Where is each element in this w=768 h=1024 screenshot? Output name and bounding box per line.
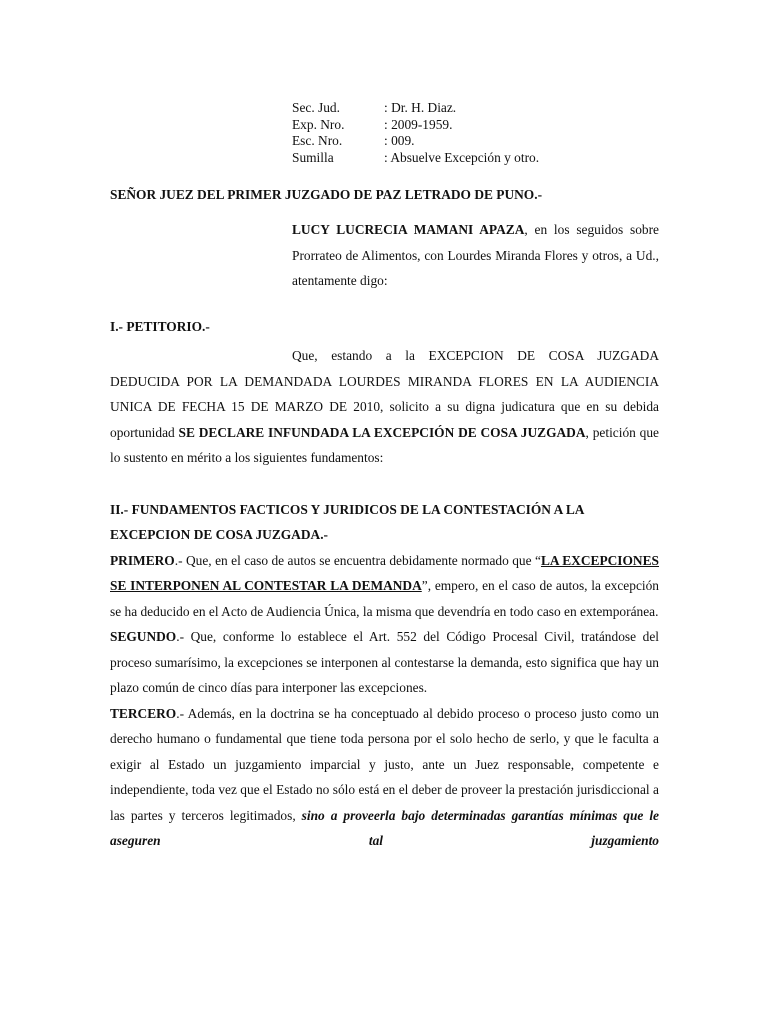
petitioner-name: LUCY LUCRECIA MAMANI APAZA	[292, 222, 525, 237]
petitorio-bold: SE DECLARE INFUNDADA LA EXCEPCIÓN DE COSA JUZGADA	[178, 424, 586, 440]
header-row-sec-jud	[292, 100, 612, 117]
primero-text-2: ”, empero, en el caso de autos, la excepción se ha deducido en el Acto de Audiencia Única, la misma que devendría en todo caso en extemporánea.	[110, 578, 659, 619]
tercero-paragraph	[110, 701, 659, 854]
segundo-label: SEGUNDO	[110, 629, 177, 644]
header-value: : Absuelve Excepción y otro.	[384, 149, 540, 165]
primero-paragraph	[110, 548, 659, 625]
header-value: : 2009-1959.	[384, 116, 453, 132]
petitorio-title: I.- PETITORIO.-	[110, 318, 210, 334]
primero-text-1: .- Que, en el caso de autos se encuentra debidamente normado que “	[174, 552, 541, 568]
segundo-paragraph	[110, 624, 659, 701]
salutation-text: SEÑOR JUEZ DEL PRIMER JUZGADO DE PAZ LETRADO DE PUNO	[110, 187, 535, 202]
fundamentos-title-suffix: .-	[320, 527, 328, 542]
tercero-emphasis: sino a proveerla bajo determinadas garantías mínimas que le aseguren tal juzgamiento	[110, 807, 659, 848]
header-row-exp-nro	[292, 117, 612, 134]
header-value: : 009.	[384, 133, 415, 148]
case-header	[292, 100, 612, 166]
header-label: Sumilla	[292, 149, 334, 165]
primero-quote: LA EXCEPCIONES SE INTERPONEN AL CONTESTAR LA DEMANDA	[110, 552, 659, 593]
salutation	[110, 182, 659, 207]
salutation-suffix: .-	[534, 187, 543, 202]
header-row-sumilla	[292, 150, 612, 167]
header-value: : Dr. H. Diaz.	[384, 100, 457, 115]
header-row-esc-nro	[292, 133, 612, 150]
segundo-text: .- Que, conforme lo establece el Art. 552 del Código Procesal Civil, tratándose del proceso sumarísimo, la excepciones se interponen al contestarse la demanda, esto significa que hay un plazo común de cinco días para interponer las excepciones.	[110, 629, 659, 695]
primero-label: PRIMERO	[110, 552, 175, 568]
fundamentos-title-text: II.- FUNDAMENTOS FACTICOS Y JURIDICOS DE LA CONTESTACIÓN A LA EXCEPCION DE COSA JUZGADA	[110, 501, 584, 542]
fundamentos-title	[110, 497, 659, 548]
petitorio-text-1: Que, estando a la EXCEPCION DE COSA JUZGADA DEDUCIDA POR LA DEMANDADA LOURDES MIRANDA FLORES EN LA AUDIENCIA UNICA DE FECHA 15 DE MARZO DE 2010, solicito a su digna judicatura que en su debida oportunidad	[110, 348, 659, 440]
header-label: Exp. Nro.	[292, 116, 345, 132]
tercero-label: TERCERO	[110, 705, 177, 721]
petitorio-text-2: , petición que lo sustento en mérito a los siguientes fundamentos:	[110, 424, 659, 465]
tercero-text: .- Además, en la doctrina se ha conceptuado al debido proceso o proceso justo como un derecho humano o fundamental que tiene toda persona por el solo hecho de serlo, y que le faculta a exigir al Estado un juzgamiento imparcial y justo, ante un Juez responsable, competente e independiente, toda vez que el Estado no sólo está en el deber de proveer la prestación jurisdiccional a las partes y terceros legitimados,	[110, 705, 659, 823]
header-label: Sec. Jud.	[292, 100, 340, 115]
header-label: Esc. Nro.	[292, 133, 343, 148]
intro-text: , en los seguidos sobre Prorrateo de Alimentos, con Lourdes Miranda Flores y otros, a Ud., atentamente digo:	[292, 222, 659, 288]
document-body	[110, 100, 659, 854]
intro-paragraph	[292, 217, 659, 294]
petitorio-paragraph	[110, 343, 659, 471]
